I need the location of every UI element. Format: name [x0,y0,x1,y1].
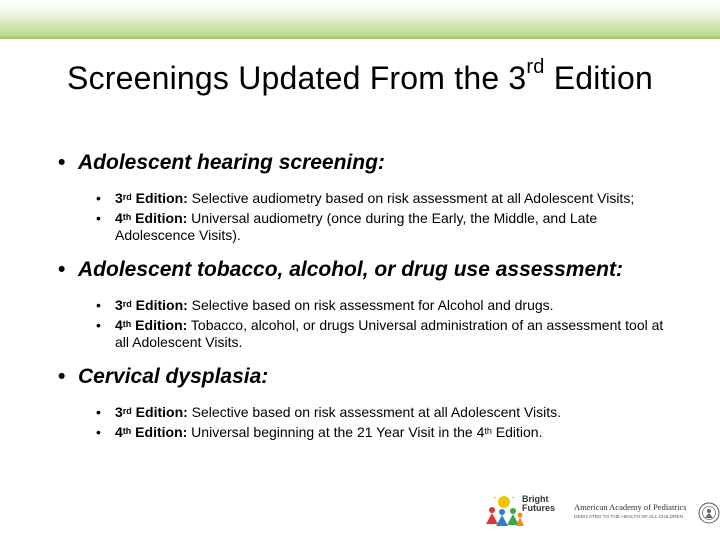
title-text: Screenings Updated From the 3 [67,60,527,96]
list-item [96,317,668,351]
header-gradient-band [0,0,720,38]
section-heading-cervical [58,364,668,389]
list-item [96,190,668,207]
title-superscript: rd [526,56,545,78]
edition-label: 4th Edition: [115,424,188,440]
edition-label: 3rd Edition: [115,190,188,206]
bright-futures-logo [484,494,568,528]
section-heading-text: Cervical dysplasia: [78,365,269,388]
item-text: Universal beginning at the 21 Year Visit in the 4 [187,424,485,440]
bright-futures-wordmark: Bright Futures [522,494,556,513]
section-heading-hearing [58,150,668,175]
edition-label: 3rd Edition: [115,404,188,420]
bullet-icon: • [58,365,66,388]
section-heading-text: Adolescent tobacco, alcohol, or drug use assessment: [78,258,623,281]
bright-futures-figures-icon [484,494,524,528]
item-text: Selective based on risk assessment for Alcohol and drugs. [187,297,554,313]
bullet-icon: • [96,424,101,440]
edition-label: 4th Edition: [115,210,188,226]
list-item [96,297,668,314]
title-text-end: Edition [544,60,653,96]
section-heading-text: Adolescent hearing screening: [78,151,385,174]
aap-tagline: DEDICATED TO THE HEALTH OF ALL CHILDREN [574,515,684,520]
bullet-content [58,150,668,441]
slide-title [0,56,720,97]
bullet-icon: • [96,190,101,206]
bullet-icon: • [96,297,101,313]
section-heading-substance-use [58,257,668,282]
item-text: Selective audiometry based on risk assessment at all Adolescent Visits; [187,190,635,206]
aap-seal-icon [698,502,720,524]
bullet-icon: • [96,317,101,333]
edition-label: 3rd Edition: [115,297,188,313]
list-item [96,404,668,421]
bullet-icon: • [58,258,66,281]
list-item: • 4th Edition: Universal beginning at the 21 Year Visit in the 4th Edition. [96,424,543,440]
item-text: Selective based on risk assessment at all Adolescent Visits. [187,404,562,420]
header-rule [0,36,720,39]
list-item [96,210,668,244]
item-text: Tobacco, alcohol, or drugs Universal administration of an assessment tool at all Adolescent Visits. [115,317,664,350]
edition-label: 4th Edition: [115,317,188,333]
bullet-icon: • [96,210,101,226]
item-text: Universal audiometry (once during the Early, the Middle, and Late Adolescence Visits). [115,210,598,243]
bullet-icon: • [96,404,101,420]
aap-name: American Academy of Pediatrics [574,502,687,512]
bullet-icon: • [58,151,66,174]
aap-logo [574,500,720,528]
